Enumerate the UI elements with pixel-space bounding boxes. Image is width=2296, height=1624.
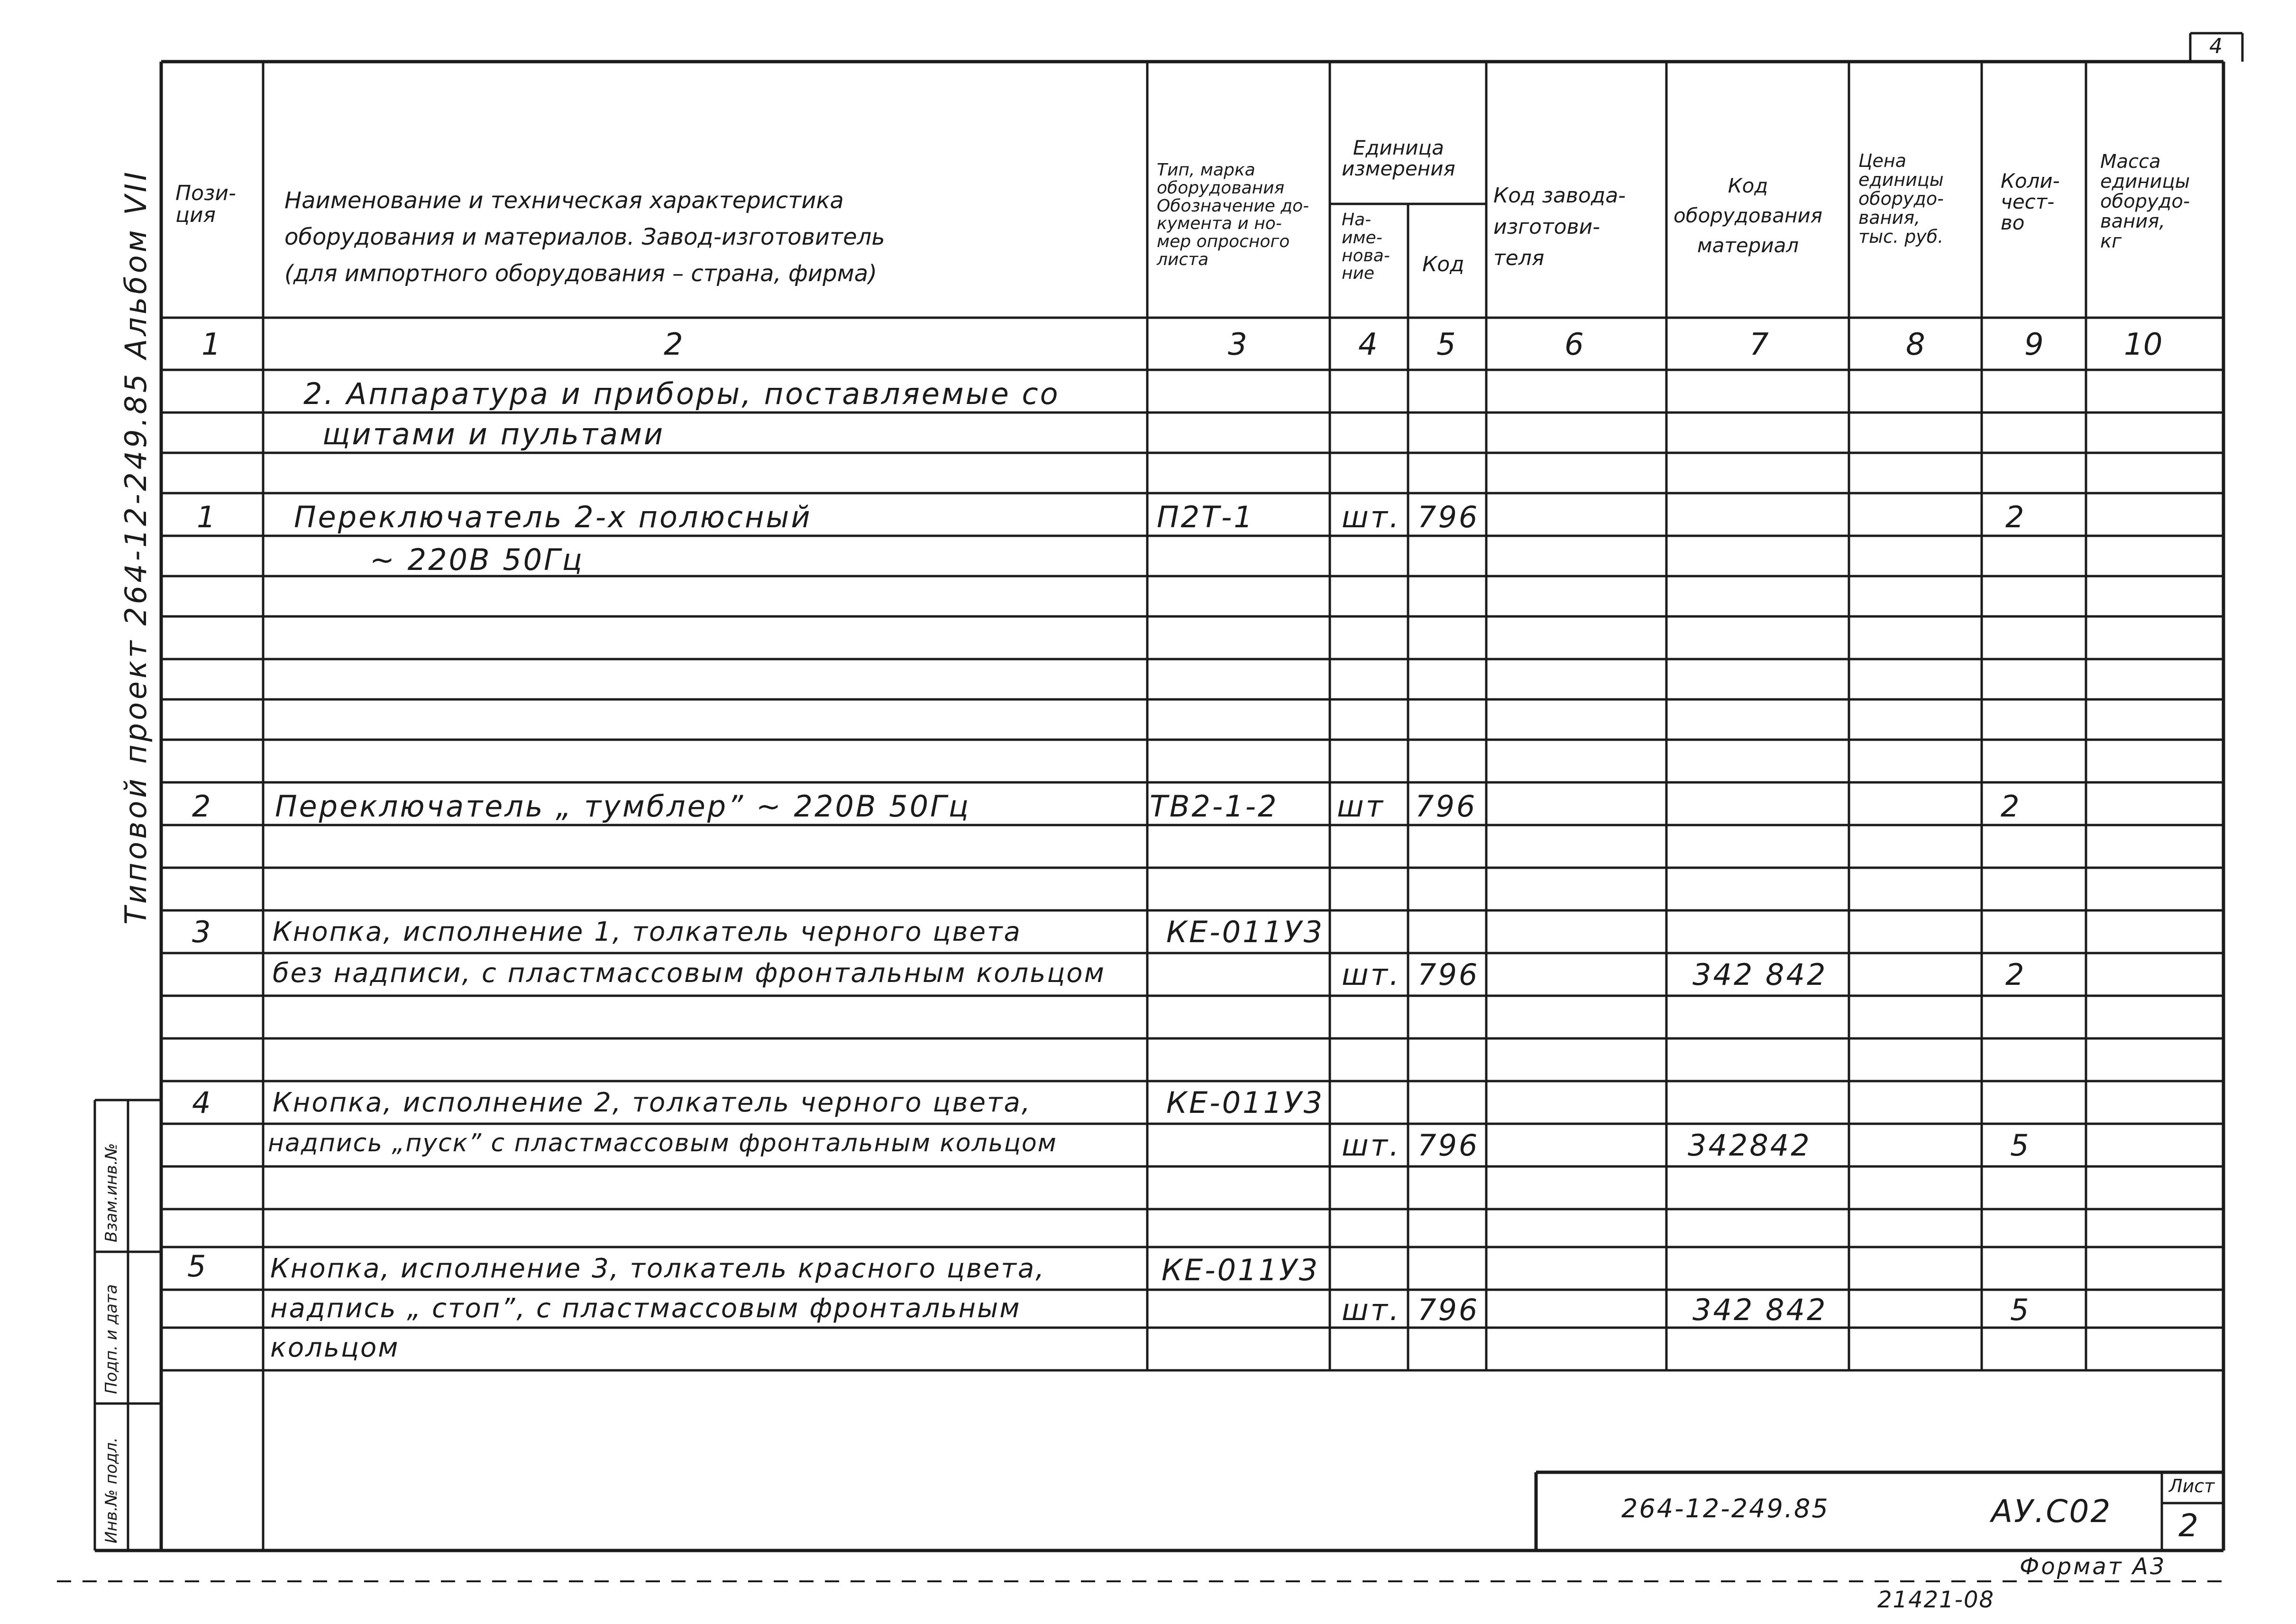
stamp-inv-podl: Инв.№ подл.: [102, 1437, 121, 1543]
column-number-4: 4: [1358, 327, 1378, 362]
item-5-type: КЕ-011У3: [1162, 1253, 1320, 1287]
header-unit-mass: Масса единицы оборудо- вания, кг: [2100, 151, 2190, 252]
column-number-9: 9: [2024, 327, 2044, 362]
item-2-quantity: 2: [2001, 789, 2022, 824]
item-5-material-code: 342 842: [1692, 1293, 1828, 1327]
item-3-unit: шт.: [1342, 957, 1401, 992]
column-number-7: 7: [1749, 327, 1769, 362]
item-2-type: ТВ2-1-2: [1150, 789, 1279, 824]
column-number-2: 2: [664, 327, 683, 362]
item-1-unit-code: 796: [1418, 500, 1480, 534]
item-1-unit: шт.: [1342, 500, 1401, 534]
column-number-6: 6: [1564, 327, 1584, 362]
item-4-name-line-2: надпись „пуск” с пластмассовым фронтальным кольцом: [268, 1129, 1057, 1157]
title-sheet-number: 2: [2178, 1507, 2198, 1544]
section-title-line-2: щитами и пультами: [322, 417, 665, 451]
side-project-title: Типовой проект 264-12-249.85 Альбом VII: [119, 169, 153, 925]
title-sheet-label: Лист: [2169, 1476, 2215, 1496]
item-2-unit-code: 796: [1415, 789, 1477, 824]
item-4-unit-code: 796: [1418, 1128, 1480, 1163]
column-number-1: 1: [201, 327, 221, 362]
item-1-type: П2Т-1: [1157, 500, 1254, 534]
item-4-type: КЕ-011У3: [1166, 1085, 1325, 1120]
item-4-unit: шт.: [1342, 1128, 1401, 1163]
item-5-unit-code: 796: [1418, 1293, 1480, 1327]
item-3-quantity: 2: [2005, 957, 2026, 992]
header-quantity: Коли- чест- во: [2001, 169, 2060, 235]
header-name: Наименование и техническая характеристика оборудования и материалов. Завод-изготовитель (для импортного оборудования – страна, фирма): [284, 187, 885, 287]
item-1-position: 1: [197, 500, 218, 534]
header-material-code: Код оборудования материал: [1674, 174, 1823, 257]
item-2-unit: шт: [1337, 789, 1385, 824]
column-number-5: 5: [1436, 327, 1456, 362]
item-3-type: КЕ-011У3: [1166, 915, 1325, 949]
sheet-corner-number: 4: [2209, 34, 2223, 58]
footer-format: Формат А3: [2020, 1553, 2167, 1580]
header-factory-code: Код завода- изготови- теля: [1493, 184, 1626, 270]
item-1-quantity: 2: [2005, 500, 2026, 534]
title-mark: АУ.С02: [1991, 1493, 2112, 1530]
header-type: Тип, марка оборудования Обозначение до- кумента и но- мер опросного листа: [1157, 160, 1309, 269]
item-5-name-line-3: кольцом: [270, 1332, 400, 1363]
item-3-material-code: 342 842: [1692, 957, 1828, 992]
section-title-line-1: 2. Аппаратура и приборы, поставляемые со: [303, 376, 1060, 411]
item-4-quantity: 5: [2010, 1128, 2031, 1163]
stamp-vzam-inv: Взам.инв.№: [102, 1143, 121, 1242]
column-number-3: 3: [1228, 327, 1247, 362]
column-number-8: 8: [1906, 327, 1925, 362]
item-2-name: Переключатель „ тумблер” ~ 220В 50Гц: [275, 789, 970, 824]
item-3-unit-code: 796: [1418, 957, 1480, 992]
item-5-name: Кнопка, исполнение 3, толкатель красного цвета,: [270, 1253, 1046, 1284]
item-4-name: Кнопка, исполнение 2, толкатель черного цвета,: [273, 1087, 1032, 1118]
item-3-position: 3: [192, 915, 213, 949]
item-1-name: Переключатель 2-х полюсный: [294, 500, 812, 534]
title-doc-code: 264-12-249.85: [1621, 1494, 1829, 1523]
header-position: Пози- ция: [175, 181, 236, 228]
header-unit-name: На- име- нова- ние: [1342, 210, 1390, 284]
item-1-name-line-2: ~ 220В 50Гц: [370, 542, 584, 577]
header-unit: Единица измерения: [1342, 136, 1455, 181]
header-unit-code: Код: [1422, 252, 1464, 276]
item-5-unit: шт.: [1342, 1293, 1401, 1327]
item-5-name-line-2: надпись „ стоп”, с пластмассовым фронтальным: [270, 1293, 1021, 1324]
column-number-10: 10: [2124, 327, 2163, 362]
stamp-podp-data: Подп. и дата: [102, 1284, 121, 1394]
item-3-name-line-2: без надписи, с пластмассовым фронтальным кольцом: [273, 958, 1106, 989]
item-5-position: 5: [187, 1249, 208, 1284]
item-4-position: 4: [192, 1085, 213, 1120]
header-unit-price: Цена единицы оборудо- вания, тыс. руб.: [1858, 150, 1944, 247]
item-5-quantity: 5: [2010, 1293, 2031, 1327]
item-4-material-code: 342842: [1688, 1128, 1811, 1163]
item-3-name: Кнопка, исполнение 1, толкатель черного цвета: [273, 917, 1022, 947]
item-2-position: 2: [192, 789, 213, 824]
footer-inventory-number: 21421-08: [1877, 1587, 1995, 1613]
